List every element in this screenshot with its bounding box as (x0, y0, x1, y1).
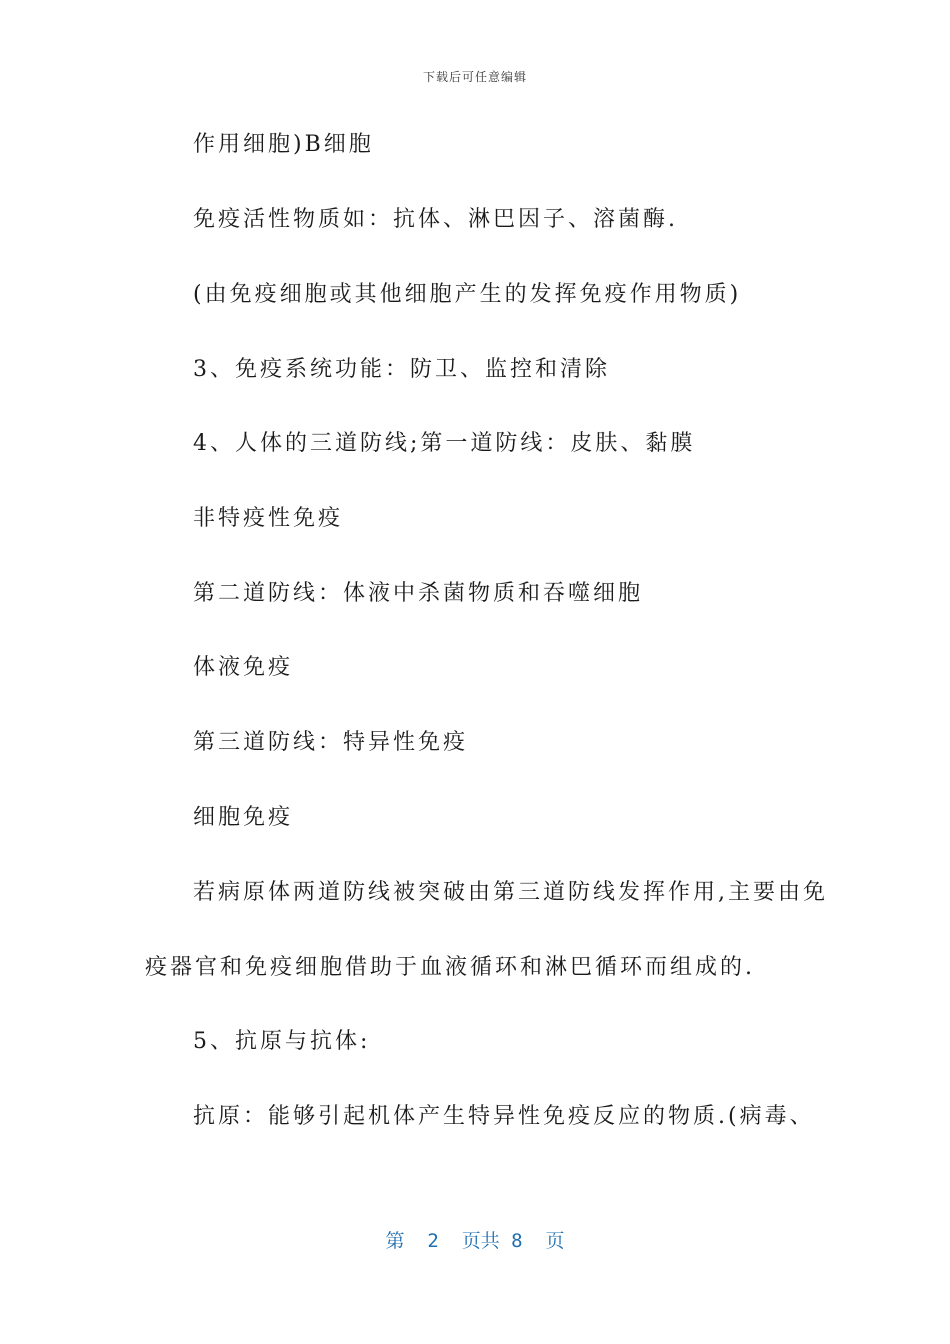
text-line: 细胞免疫 (193, 805, 294, 830)
text-line: 第二道防线：体液中杀菌物质和吞噬细胞 (193, 581, 644, 606)
text-line: 免疫活性物质如：抗体、淋巴因子、溶菌酶. (193, 207, 678, 232)
text-line: 体液免疫 (193, 655, 294, 680)
page-header-note: 下载后可任意编辑 (422, 70, 527, 84)
page-number-footer: 第 2 页共 8 页 (385, 1230, 565, 1252)
text-line: 作用细胞)B细胞 (193, 132, 374, 157)
text-line: 非特疫性免疫 (193, 506, 344, 531)
text-line: 3、免疫系统功能：防卫、监控和清除 (193, 357, 610, 382)
text-line: (由免疫细胞或其他细胞产生的发挥免疫作用物质) (193, 282, 742, 307)
text-line: 抗原：能够引起机体产生特异性免疫反应的物质.(病毒、 (193, 1104, 815, 1129)
text-line: 第三道防线：特异性免疫 (193, 730, 469, 755)
text-line: 疫器官和免疫细胞借助于血液循环和淋巴循环而组成的. (145, 955, 755, 980)
text-line: 5、抗原与抗体: (193, 1029, 371, 1054)
text-line: 若病原体两道防线被突破由第三道防线发挥作用,主要由免 (193, 880, 828, 905)
text-line: 4、人体的三道防线;第一道防线：皮肤、黏膜 (193, 431, 696, 456)
